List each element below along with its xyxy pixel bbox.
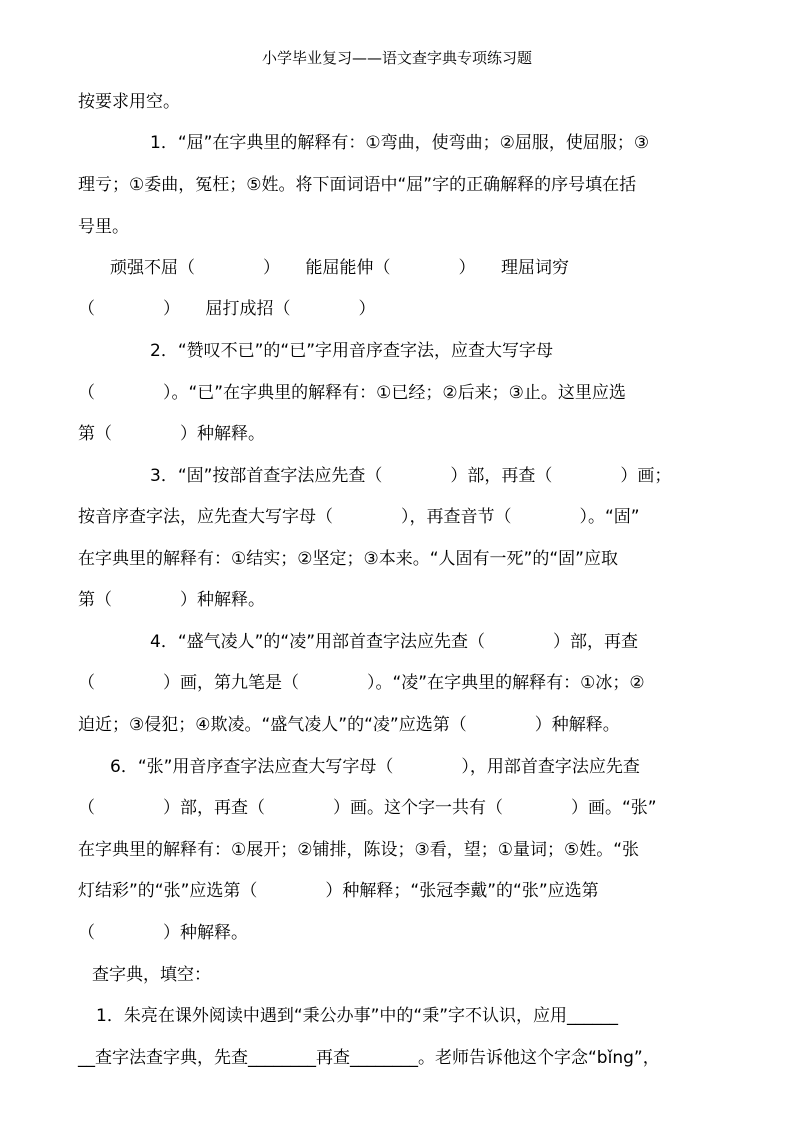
q3-line: 在字典里的解释有：①结实；②坚定；③本来。“人固有一死”的“固”应取 xyxy=(78,549,618,569)
q6-line: （ ）部，再查（ ）画。这个字一共有（ ）画。“张” xyxy=(78,798,657,818)
q2-line: 2．“赞叹不已”的“已”字用音序查字法，应查大写字母 xyxy=(150,341,554,361)
q1-options-line: （ ） 屈打成招（ ） xyxy=(78,299,376,319)
q3-line: 按音序查字法，应先查大写字母（ ），再查音节（ ）。“固” xyxy=(78,507,640,527)
q6-line: 6．“张”用音序查字法应查大写字母（ ），用部首查字法应先查 xyxy=(110,757,640,777)
q3-line: 第（ ）种解释。 xyxy=(78,590,265,610)
q1-line: 号里。 xyxy=(78,217,129,237)
q6-line: 在字典里的解释有：①展开；②铺排，陈设；③看，望；①量词；⑤姓。“张 xyxy=(78,840,640,860)
q1-options-line: 顽强不屈（ ） 能屈能伸（ ） 理屈词穷 xyxy=(110,258,569,278)
document-title: 小学毕业复习——语文查字典专项练习题 xyxy=(261,49,532,67)
q6-line: （ ）种解释。 xyxy=(78,923,248,943)
q2-line: （ ）。“已”在字典里的解释有：①已经；②后来；③止。这里应选 xyxy=(78,383,626,403)
section-instruction: 按要求用空。 xyxy=(78,92,180,112)
q4-line: 迫近；③侵犯；④欺凌。“盛气凌人”的“凌”应选第（ ）种解释。 xyxy=(78,715,620,735)
s2q1-line: 1．朱亮在课外阅读中遇到“秉公办事”中的“秉”字不认识，应用______ xyxy=(96,1006,619,1026)
q1-line: 1．“屈”在字典里的解释有：①弯曲，使弯曲；②屈服，使屈服；③ xyxy=(150,133,650,153)
q1-line: 理亏；①委曲，冤枉；⑤姓。将下面词语中“屈”字的正确解释的序号填在括 xyxy=(78,175,637,195)
q4-line: 4．“盛气凌人”的“凌”用部首查字法应先查（ ）部，再查 xyxy=(150,632,639,652)
q3-line: 3．“固”按部首查字法应先查（ ）部，再查（ ）画； xyxy=(150,466,672,486)
s2q1-line: __查字法查字典，先查________再查________。老师告诉他这个字念“bǐng”， xyxy=(78,1048,660,1068)
q4-line: （ ）画，第九笔是（ ）。“凌”在字典里的解释有：①冰；② xyxy=(78,673,645,693)
section-heading: 查字典，填空： xyxy=(92,965,211,985)
q2-line: 第（ ）种解释。 xyxy=(78,424,265,444)
q6-line: 灯结彩”的“张”应选第（ ）种解释；“张冠李戴”的“张”应选第 xyxy=(78,881,599,901)
